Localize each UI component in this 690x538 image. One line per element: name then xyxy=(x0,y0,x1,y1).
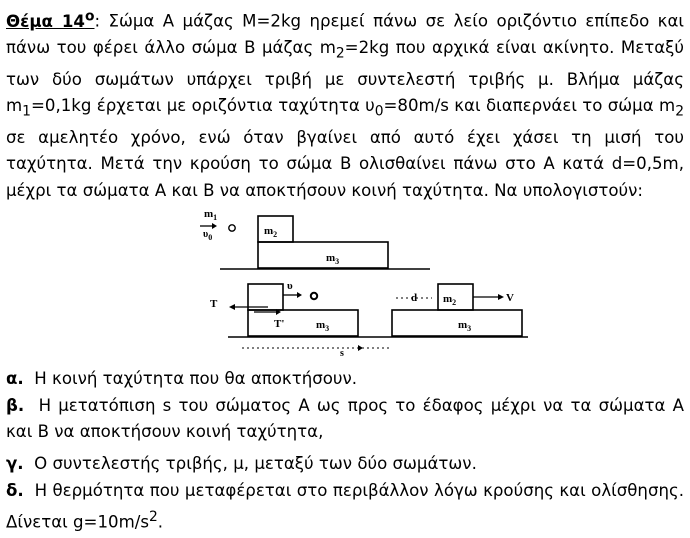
question-a: α. Η κοινή ταχύτητα που θα αποκτήσουν. xyxy=(6,369,358,388)
problem-title: Θέμα $14^o$ xyxy=(6,8,95,31)
label-T-prime: T' xyxy=(274,318,285,330)
block-m3-left xyxy=(248,310,358,336)
label-v0: $\upsilon_0$ xyxy=(203,229,213,242)
label-v: υ xyxy=(287,280,293,292)
block-m3-top xyxy=(258,242,388,268)
question-c: γ. Ο συντελεστής τριβής, μ, μεταξύ των δύο σωμάτων. xyxy=(6,454,477,473)
label-T: T xyxy=(210,298,218,310)
label-m2-right: $m_2$ xyxy=(443,293,457,307)
projectile-top xyxy=(229,225,235,231)
label-m3-left: $m_3$ xyxy=(316,319,330,333)
label-d: d xyxy=(411,292,418,304)
physics-figure xyxy=(198,204,528,360)
label-m3-top: $m_3$ xyxy=(326,252,340,266)
block-m3-right xyxy=(392,310,522,336)
label-m3-right: $m_3$ xyxy=(458,319,472,333)
label-V: V xyxy=(506,292,514,304)
block-m2-left xyxy=(248,284,283,310)
question-d: δ. Η θερμότητα που μεταφέρεται στο περιβάλλον λόγω κρούσης και ολίσθησης. Δίνεται $g=10m/s^2$. xyxy=(6,481,684,532)
label-m2-top: $m_2$ xyxy=(264,225,278,239)
projectile-bottom xyxy=(311,293,317,299)
problem-intro: Θέμα $14^o$: Σώμα Α μάζας Μ=2kg ηρεμεί πάνω σε λείο οριζόντιο επίπεδο και πάνω του φέρει άλλο σώμα Β μάζας $m_2=2kg$ που αρχικά είναι ακίνητο. Μεταξύ των δύο σωμάτων υπάρχει τριβή με συντελεστή τριβής μ. Βλήμα μάζας $m_1=0,1kg$ έρχεται με οριζόντια ταχύτητα $\upsilon_0=80m/s$ και διαπερνάει το σώμα $m_2$ σε αμελητέο χρόνο, ενώ όταν βγαίνει από αυτό έχει χάσει τη μισή του ταχύτητα. Μετά την κρούση το σώμα Β ολισθαίνει πάνω στο Α κατά d=0,5m, μέχρι τα σώματα Α και Β να αποκτήσουν κοινή ταχύτητα. Να υπολογιστούν: xyxy=(6,8,684,200)
label-s: s xyxy=(340,348,344,359)
question-b: β. Η μετατόπιση s του σώματος Α ως προς το έδαφος μέχρι να τα σώματα Α και Β να αποκτήσουν κοινή ταχύτητα, xyxy=(6,396,685,442)
label-m1: $m_1$ xyxy=(204,208,218,222)
